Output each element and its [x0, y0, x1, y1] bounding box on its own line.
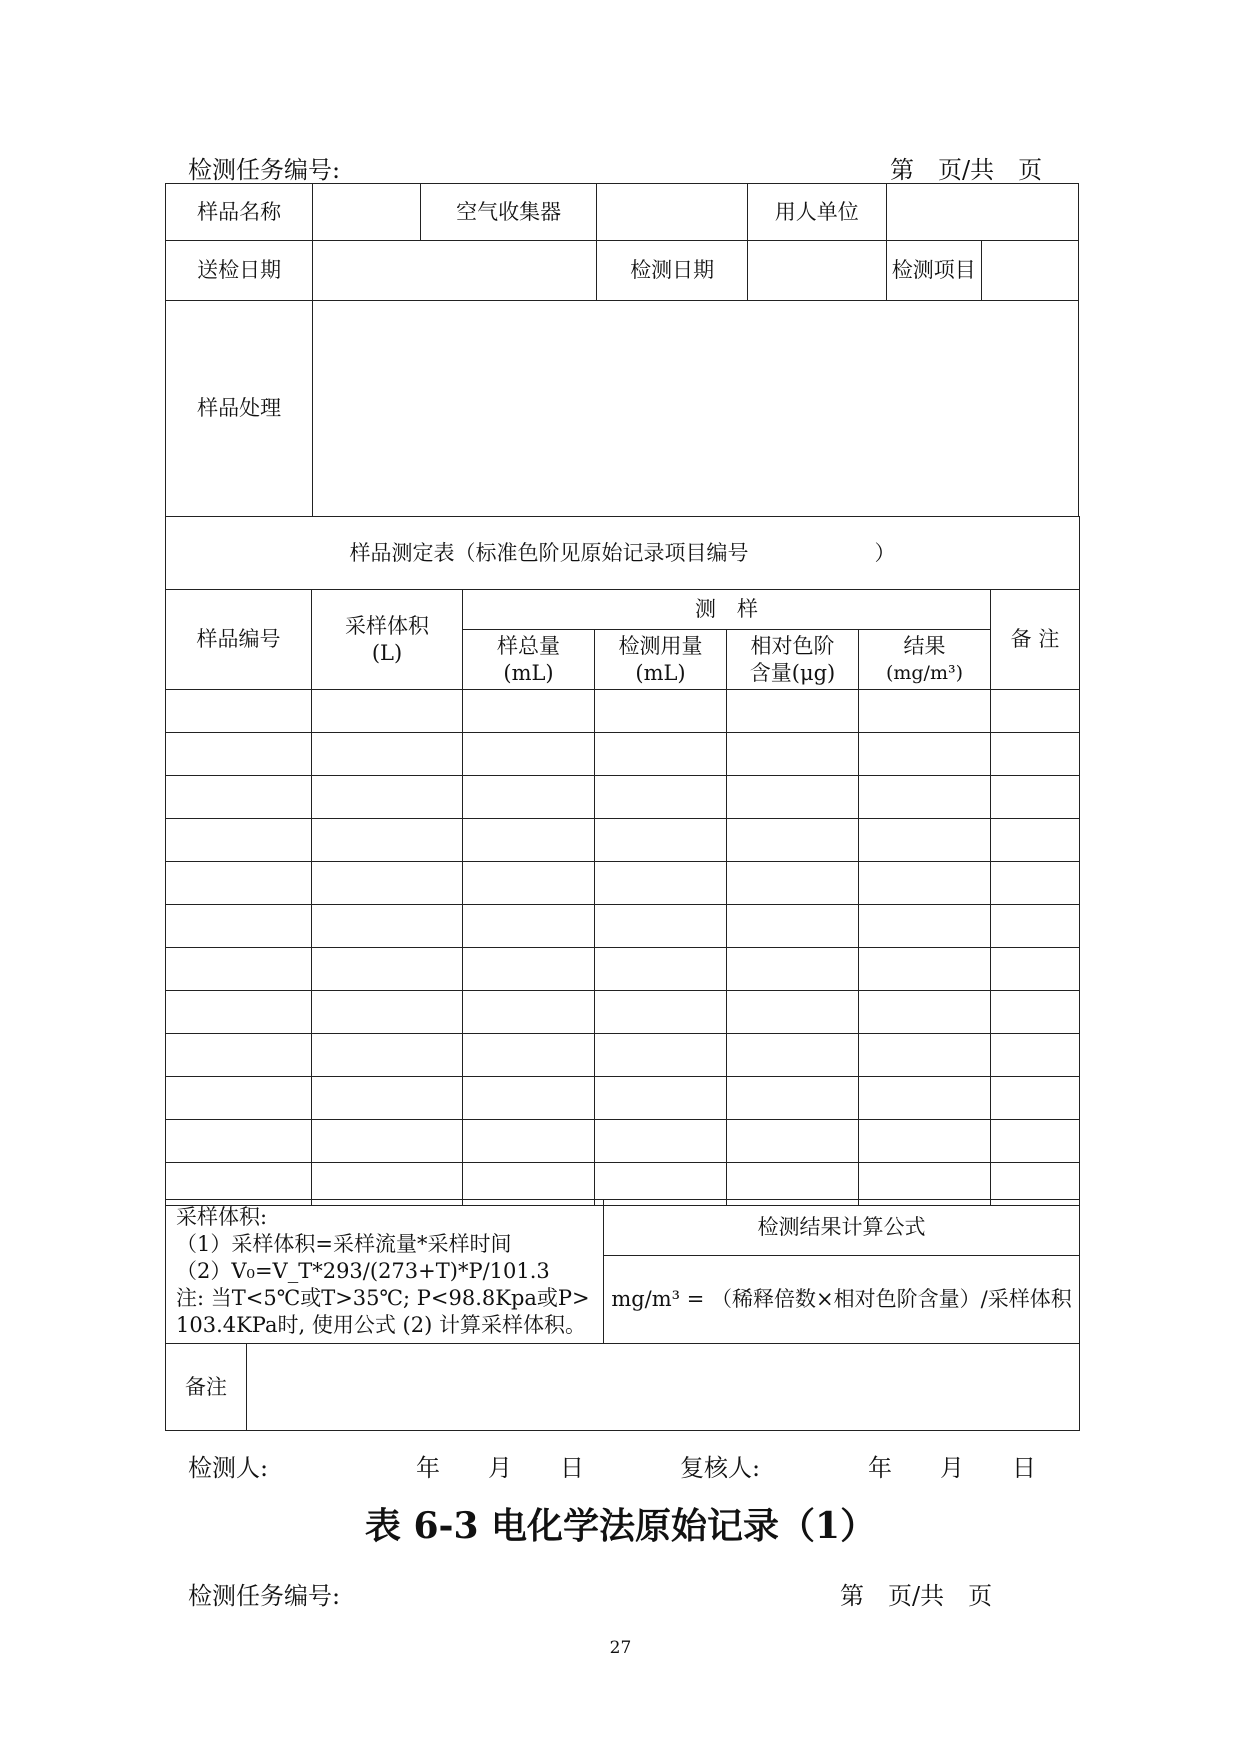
table-cell[interactable]: [166, 690, 312, 733]
result-formula: mg/m³ = （稀释倍数×相对色阶含量）/采样体积: [604, 1255, 1080, 1343]
table-cell[interactable]: [312, 733, 463, 776]
table-cell[interactable]: [859, 776, 991, 819]
col-relative-content-line2: 含量(μg): [749, 660, 836, 685]
table-row: [166, 733, 1080, 776]
page-number: 27: [609, 1638, 632, 1658]
table-row: [166, 862, 1080, 905]
table-cell[interactable]: [312, 1120, 463, 1163]
table-cell[interactable]: [859, 1120, 991, 1163]
measurement-table-title: 样品测定表（标准色阶见原始记录项目编号 ）: [166, 517, 1080, 590]
col-total-volume-label: 样总量: [497, 633, 560, 658]
sample-name-label: 样品名称: [166, 184, 313, 241]
table-cell[interactable]: [727, 819, 859, 862]
table-cell[interactable]: [991, 948, 1080, 991]
table-cell[interactable]: [595, 1034, 727, 1077]
table-cell[interactable]: [859, 690, 991, 733]
table-cell[interactable]: [312, 819, 463, 862]
table-cell[interactable]: [727, 991, 859, 1034]
table-row: [166, 1077, 1080, 1120]
remarks-label: 备注: [166, 1344, 247, 1431]
table-cell[interactable]: [312, 690, 463, 733]
test-date-cell[interactable]: [747, 241, 886, 301]
measurement-table: [165, 516, 1080, 1206]
volume-condition-note-cont: 103.4KPa时, 使用公式 (2) 计算采样体积。: [176, 1313, 586, 1337]
table-cell[interactable]: [859, 1077, 991, 1120]
table-cell[interactable]: [463, 776, 595, 819]
volume-condition-note: 注: 当T<5℃或T>35℃; P<98.8Kpa或P>: [176, 1286, 590, 1310]
table-cell[interactable]: [312, 948, 463, 991]
table-cell[interactable]: [166, 991, 312, 1034]
col-sample-number: 样品编号: [166, 590, 312, 690]
table-cell[interactable]: [595, 991, 727, 1034]
table-cell[interactable]: [312, 1034, 463, 1077]
test-date-label: 检测日期: [597, 241, 747, 301]
col-note: 备 注: [991, 590, 1080, 690]
table-row: [166, 1120, 1080, 1163]
col-sample-volume-label: 采样体积: [345, 613, 429, 638]
table-cell[interactable]: [859, 1034, 991, 1077]
table-cell[interactable]: [991, 819, 1080, 862]
table-row: [166, 776, 1080, 819]
table-cell[interactable]: [727, 905, 859, 948]
table-cell[interactable]: [727, 862, 859, 905]
sample-name-extra-cell[interactable]: [597, 184, 747, 241]
col-used-volume-unit: (mL): [635, 660, 686, 685]
table-cell[interactable]: [859, 819, 991, 862]
remarks-cell[interactable]: [247, 1344, 1080, 1431]
table-cell[interactable]: [166, 1120, 312, 1163]
table-cell[interactable]: [727, 690, 859, 733]
test-item-label: 检测项目: [886, 241, 981, 301]
table-cell[interactable]: [312, 991, 463, 1034]
table-cell[interactable]: [991, 1077, 1080, 1120]
submit-date-label: 送检日期: [166, 241, 313, 301]
table-cell[interactable]: [166, 733, 312, 776]
next-task-number-label: 检测任务编号:: [188, 1582, 341, 1610]
table-cell[interactable]: [463, 819, 595, 862]
table-cell[interactable]: [463, 733, 595, 776]
table-cell[interactable]: [595, 862, 727, 905]
table-cell[interactable]: [312, 1077, 463, 1120]
col-result-unit: (mg/m³): [885, 661, 964, 684]
sample-name-value: 空气收集器: [420, 184, 597, 241]
table-cell[interactable]: [463, 862, 595, 905]
sample-volume-notes: [166, 1200, 604, 1344]
next-page-count-label: 第 页/共 页: [840, 1582, 993, 1610]
table-cell[interactable]: [859, 862, 991, 905]
table-cell[interactable]: [166, 819, 312, 862]
processing-label: 样品处理: [166, 301, 313, 517]
col-relative-content: [727, 630, 859, 690]
table-cell[interactable]: [991, 776, 1080, 819]
table-row: [166, 948, 1080, 991]
task-number-label: 检测任务编号:: [188, 156, 341, 184]
tester-date: 年 月 日: [416, 1454, 584, 1482]
table-row: [166, 991, 1080, 1034]
reviewer-date: 年 月 日: [868, 1454, 1036, 1482]
col-sample-volume: [312, 590, 463, 690]
table-cell[interactable]: [595, 905, 727, 948]
table-cell[interactable]: [463, 690, 595, 733]
col-used-volume-label: 检测用量: [618, 633, 703, 658]
table-cell[interactable]: [166, 1077, 312, 1120]
table-cell[interactable]: [312, 776, 463, 819]
measure-group-header: 测 样: [463, 590, 991, 630]
table-cell[interactable]: [463, 1077, 595, 1120]
table-cell[interactable]: [859, 948, 991, 991]
table-cell[interactable]: [727, 1120, 859, 1163]
table-cell[interactable]: [727, 1034, 859, 1077]
col-relative-content-line1: 相对色阶: [750, 633, 835, 658]
table-cell[interactable]: [166, 862, 312, 905]
table-cell[interactable]: [727, 1077, 859, 1120]
reviewer-label: 复核人:: [680, 1454, 761, 1482]
table-cell[interactable]: [463, 1034, 595, 1077]
table-row: [166, 819, 1080, 862]
sample-name-cell[interactable]: [313, 184, 421, 241]
result-formula-heading: 检测结果计算公式: [604, 1200, 1080, 1256]
col-total-volume: [463, 630, 595, 690]
table-row: [166, 905, 1080, 948]
table-cell[interactable]: [312, 905, 463, 948]
table-row: [166, 1034, 1080, 1077]
table-cell[interactable]: [463, 1120, 595, 1163]
next-table-title: 表 6-3 电化学法原始记录（1）: [364, 1505, 877, 1547]
processing-cell[interactable]: [313, 301, 1079, 517]
table-cell[interactable]: [595, 819, 727, 862]
table-cell[interactable]: [595, 733, 727, 776]
table-cell[interactable]: [991, 1120, 1080, 1163]
table-cell[interactable]: [991, 733, 1080, 776]
table-cell[interactable]: [991, 991, 1080, 1034]
table-cell[interactable]: [312, 862, 463, 905]
test-item-cell[interactable]: [981, 241, 1078, 301]
unit-value-cell[interactable]: [886, 184, 1078, 241]
table-cell[interactable]: [859, 733, 991, 776]
table-cell[interactable]: [991, 690, 1080, 733]
volume-formula-2: （2）V₀=V_T*293/(273+T)*P/101.3: [176, 1259, 550, 1283]
table-cell[interactable]: [463, 991, 595, 1034]
table-cell[interactable]: [166, 776, 312, 819]
table-cell[interactable]: [166, 948, 312, 991]
table-cell[interactable]: [991, 862, 1080, 905]
table-cell[interactable]: [727, 776, 859, 819]
col-total-volume-unit: (mL): [503, 660, 554, 685]
table-cell[interactable]: [859, 905, 991, 948]
table-cell[interactable]: [595, 1120, 727, 1163]
table-cell[interactable]: [727, 733, 859, 776]
table-row: [166, 690, 1080, 733]
table-cell[interactable]: [463, 905, 595, 948]
table-cell[interactable]: [595, 1077, 727, 1120]
table-cell[interactable]: [166, 1034, 312, 1077]
volume-heading: 采样体积:: [176, 1205, 268, 1229]
table-cell[interactable]: [595, 948, 727, 991]
table-cell[interactable]: [991, 905, 1080, 948]
table-cell[interactable]: [991, 1034, 1080, 1077]
formula-table: [165, 1199, 1080, 1431]
page-count-label: 第 页/共 页: [890, 156, 1043, 184]
tester-label: 检测人:: [188, 1454, 269, 1482]
unit-label: 用人单位: [747, 184, 886, 241]
sample-info-table: [165, 183, 1079, 517]
table-cell[interactable]: [595, 690, 727, 733]
measurement-data-rows: [166, 690, 1080, 1206]
table-cell[interactable]: [166, 905, 312, 948]
col-result: [859, 630, 991, 690]
submit-date-cell[interactable]: [313, 241, 597, 301]
col-used-volume: [595, 630, 727, 690]
table-cell[interactable]: [727, 948, 859, 991]
table-cell[interactable]: [595, 776, 727, 819]
col-sample-volume-unit: (L): [371, 640, 403, 665]
table-cell[interactable]: [859, 991, 991, 1034]
volume-formula-1: （1）采样体积=采样流量*采样时间: [176, 1232, 512, 1256]
table-cell[interactable]: [463, 948, 595, 991]
col-result-label: 结果: [903, 633, 946, 658]
